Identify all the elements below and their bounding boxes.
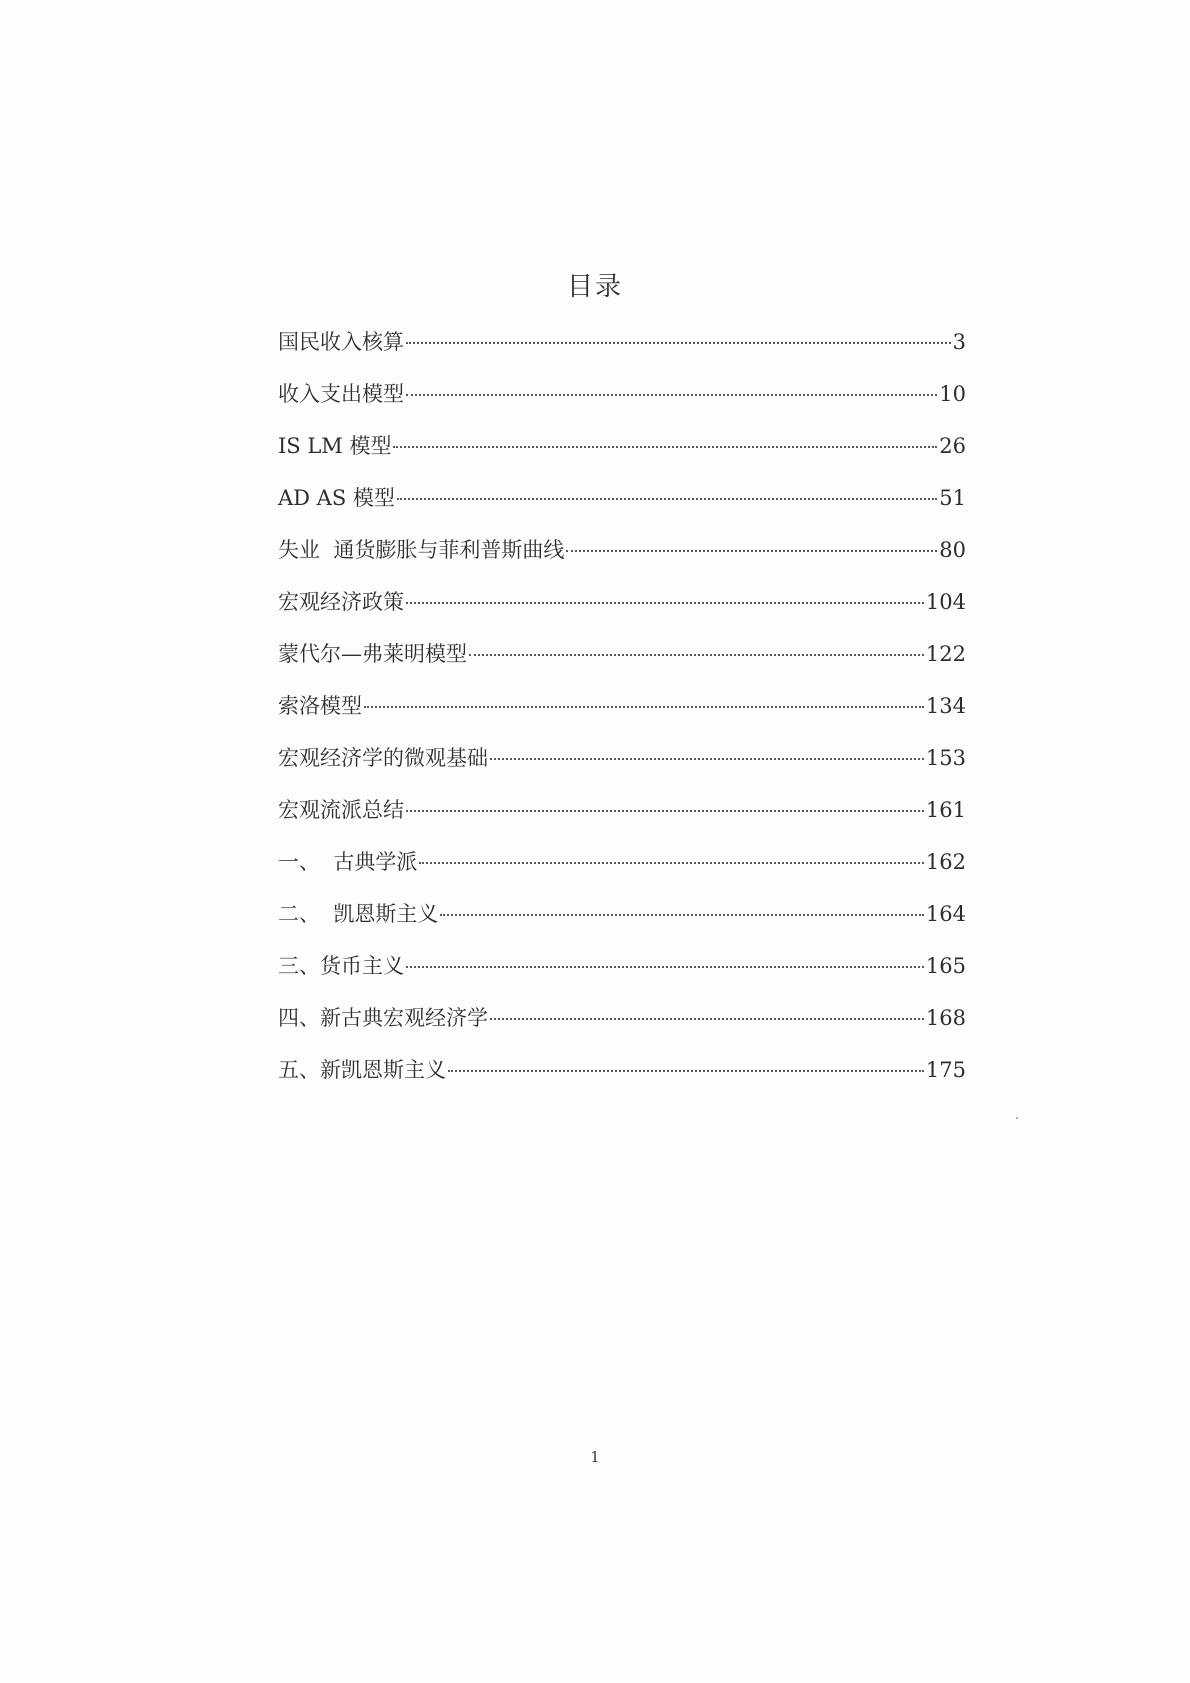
toc-entry-page: 175 — [925, 1058, 966, 1082]
toc-entry-label: 宏观经济政策 — [278, 590, 404, 614]
dot-leader — [393, 444, 937, 448]
dot-leader — [448, 1068, 924, 1072]
toc-entry[interactable] — [278, 691, 966, 743]
toc-entry-label: 五、新凯恩斯主义 — [278, 1058, 446, 1082]
toc-entry-page: 80 — [939, 538, 966, 562]
dot-leader — [440, 912, 924, 916]
toc-entry[interactable] — [278, 1055, 966, 1107]
toc-entry-label: 三、货币主义 — [278, 954, 404, 978]
toc-entry-page: 134 — [925, 694, 966, 718]
toc-entry-label: 失业 通货膨胀与菲利普斯曲线 — [278, 538, 565, 562]
toc-entry-label: 蒙代尔—弗莱明模型 — [278, 642, 467, 666]
toc-entry-page: 26 — [939, 434, 966, 458]
toc-entry-page: 104 — [925, 590, 966, 614]
toc-entry[interactable] — [278, 951, 966, 1003]
toc-entry-page: 122 — [925, 642, 966, 666]
dot-leader — [397, 496, 937, 500]
toc-entry-label: 国民收入核算 — [278, 330, 404, 354]
toc-entry-label: 四、新古典宏观经济学 — [278, 1006, 488, 1030]
toc-entry[interactable] — [278, 483, 966, 535]
toc-entry-page: 162 — [925, 850, 966, 874]
toc-entry[interactable] — [278, 743, 966, 795]
toc-entry[interactable] — [278, 795, 966, 847]
toc-entry-label: 一、 古典学派 — [278, 850, 418, 874]
toc-entry-page: 161 — [925, 798, 966, 822]
dot-leader — [419, 860, 924, 864]
scan-speck — [1016, 1117, 1018, 1119]
toc-entry[interactable] — [278, 899, 966, 951]
toc-entry-label: 索洛模型 — [278, 694, 362, 718]
toc-entry-label: 收入支出模型 — [278, 382, 404, 406]
toc-entry-label: IS LM 模型 — [278, 434, 392, 458]
dot-leader — [406, 808, 924, 812]
toc-entry[interactable] — [278, 379, 966, 431]
toc-entry-page: 153 — [925, 746, 966, 770]
toc-entry[interactable] — [278, 327, 966, 379]
dot-leader — [566, 548, 937, 552]
toc-entry-page: 3 — [952, 330, 966, 354]
toc-entry-label: AD AS 模型 — [278, 486, 395, 510]
dot-leader — [469, 652, 924, 656]
toc-list — [278, 327, 966, 1107]
toc-entry-page: 165 — [925, 954, 966, 978]
toc-entry[interactable] — [278, 639, 966, 691]
toc-entry-page: 10 — [939, 382, 966, 406]
dot-leader — [406, 964, 924, 968]
toc-entry-label: 宏观流派总结 — [278, 798, 404, 822]
toc-title: 目录 — [566, 272, 623, 302]
toc-entry-page: 164 — [925, 902, 966, 926]
toc-entry[interactable] — [278, 535, 966, 587]
dot-leader — [490, 1016, 924, 1020]
toc-entry-page: 51 — [939, 486, 966, 510]
toc-entry-label: 宏观经济学的微观基础 — [278, 746, 488, 770]
toc-entry[interactable] — [278, 587, 966, 639]
toc-entry[interactable] — [278, 847, 966, 899]
dot-leader — [364, 704, 924, 708]
page-number: 1 — [590, 1448, 600, 1466]
toc-entry[interactable] — [278, 1003, 966, 1055]
toc-entry[interactable] — [278, 431, 966, 483]
dot-leader — [406, 600, 924, 604]
toc-entry-label: 二、 凯恩斯主义 — [278, 902, 439, 926]
dot-leader — [406, 392, 937, 396]
dot-leader — [490, 756, 924, 760]
toc-entry-page: 168 — [925, 1006, 966, 1030]
dot-leader — [406, 340, 951, 344]
